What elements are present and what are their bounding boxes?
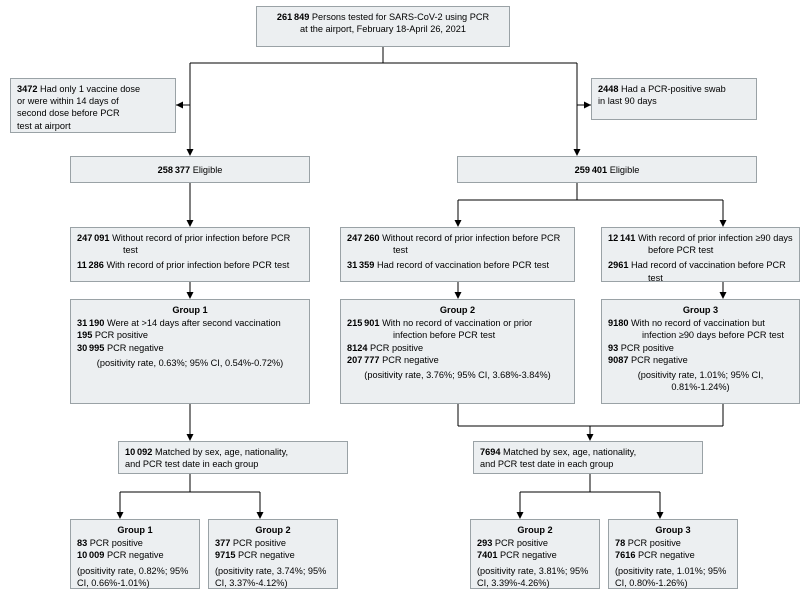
- group-3-note: (positivity rate, 1.01%; 95% CI, 0.81%-1.24%): [637, 370, 764, 393]
- group-1-title: Group 1: [172, 305, 208, 315]
- final-3-row-0-text: PCR positive: [494, 538, 549, 549]
- group-3-row-2-number: 9087: [608, 354, 629, 365]
- group-1-row-0-text: Were at >14 days after second vaccination: [106, 318, 281, 329]
- box-final-1: [70, 519, 200, 589]
- box-group-3: [601, 299, 800, 404]
- final-1-row-0-text: PCR positive: [89, 538, 143, 549]
- group-1-row-1-text: PCR positive: [94, 330, 149, 341]
- eligible-left-label: Eligible: [192, 165, 223, 175]
- final-2-row-1-number: 9715: [215, 550, 236, 561]
- records-1-row-1-number: 11 286: [77, 260, 104, 271]
- final-3-note: (positivity rate, 3.81%; 95% CI, 3.39%-4.26%): [477, 565, 589, 588]
- final-3-row-0-number: 293: [477, 538, 493, 549]
- exclusion-right-line1: Had a PCR-positive swab: [621, 84, 726, 94]
- box-matched-left: [118, 441, 348, 474]
- box-eligible-left: [70, 156, 310, 183]
- total-tested-number: 261 849: [276, 12, 310, 22]
- group-2-row-1-number: 8124: [347, 342, 368, 353]
- exclusion-left-line2: or were within 14 days of: [17, 96, 119, 107]
- box-final-4: [608, 519, 738, 589]
- records-1-row-1-text: With record of prior infection before PCR test: [106, 260, 290, 271]
- final-4-row-0-number: 78: [615, 538, 626, 549]
- final-1-title: Group 1: [117, 525, 153, 535]
- group-1-row-2-number: 30 995: [77, 342, 105, 353]
- box-eligible-right: [457, 156, 757, 183]
- exclusion-left-number: 3472: [17, 84, 38, 94]
- matched-left-line1: Matched by sex, age, nationality,: [154, 447, 289, 457]
- final-3-title: Group 2: [517, 525, 553, 535]
- matched-right-line1: Matched by sex, age, nationality,: [503, 447, 637, 457]
- final-4-title: Group 3: [655, 525, 691, 535]
- box-matched-right: [473, 441, 703, 474]
- final-2-note: (positivity rate, 3.74%; 95% CI, 3.37%-4.12%): [215, 565, 327, 588]
- box-records-3: [601, 227, 800, 282]
- final-2-title: Group 2: [255, 525, 291, 535]
- final-2-row-0-number: 377: [215, 538, 231, 549]
- final-4-row-1-text: PCR negative: [638, 550, 695, 561]
- eligible-right-label: Eligible: [609, 165, 640, 175]
- final-3-row-1-text: PCR negative: [500, 550, 557, 561]
- box-records-2: [340, 227, 575, 282]
- group-3-row-2-text: PCR negative: [631, 354, 688, 365]
- exclusion-right-line2: in last 90 days: [598, 96, 657, 107]
- eligible-left-number: 258 377: [157, 165, 191, 175]
- group-2-row-2-text: PCR negative: [382, 354, 439, 365]
- exclusion-right-number: 2448: [598, 84, 619, 94]
- final-1-note: (positivity rate, 0.82%; 95% CI, 0.66%-1.01%): [77, 565, 189, 588]
- group-1-note: (positivity rate, 0.63%; 95% CI, 0.54%-0.72%): [96, 357, 284, 368]
- group-1-row-0-number: 31 190: [77, 318, 105, 329]
- matched-right-number: 7694: [480, 447, 501, 457]
- records-3-row-0-number: 12 141: [608, 233, 636, 243]
- records-2-row-1-text: Had record of vaccination before PCR test: [376, 260, 550, 271]
- records-3-row-1-text: Had record of vaccination before PCR test: [631, 260, 786, 283]
- group-3-row-0-text: With no record of vaccination but infection ≥90 days before PCR test: [631, 318, 784, 341]
- final-2-row-1-text: PCR negative: [238, 550, 295, 561]
- group-3-row-0-number: 9180: [608, 318, 629, 329]
- box-group-2: [340, 299, 575, 404]
- total-tested-line1: Persons tested for SARS-CoV-2 using PCR: [311, 12, 490, 22]
- group-3-row-1-number: 93: [608, 342, 619, 353]
- final-4-row-0-text: PCR positive: [627, 538, 681, 549]
- final-1-row-0-number: 83: [77, 538, 88, 549]
- records-2-row-0-number: 247 260: [347, 233, 380, 243]
- final-2-row-0-text: PCR positive: [232, 538, 287, 549]
- records-2-row-1-number: 31 359: [347, 260, 375, 271]
- records-1-row-0-text: Without record of prior infection before PCR test: [112, 233, 291, 256]
- group-3-row-1-text: PCR positive: [620, 342, 674, 353]
- final-1-row-1-number: 10 009: [77, 550, 105, 561]
- matched-left-line2: and PCR test date in each group: [125, 459, 259, 470]
- group-2-title: Group 2: [439, 305, 476, 315]
- box-records-1: [70, 227, 310, 282]
- final-3-row-1-number: 7401: [477, 550, 498, 561]
- records-3-row-1-number: 2961: [608, 260, 629, 271]
- box-final-2: [208, 519, 338, 589]
- group-1-row-1-number: 195: [77, 330, 93, 341]
- matched-right-line2: and PCR test date in each group: [480, 459, 614, 470]
- total-tested-line2: at the airport, February 18-April 26, 2021: [300, 24, 466, 35]
- group-2-row-0-number: 215 901: [347, 318, 380, 329]
- matched-left-number: 10 092: [125, 447, 153, 457]
- exclusion-left-line4: test at airport: [17, 120, 71, 131]
- box-exclusion-right: [591, 78, 757, 120]
- group-2-row-2-number: 207 777: [347, 354, 380, 365]
- final-1-row-1-text: PCR negative: [106, 550, 164, 561]
- group-2-row-1-text: PCR positive: [370, 342, 424, 353]
- group-2-note: (positivity rate, 3.76%; 95% CI, 3.68%-3.84%): [364, 370, 551, 381]
- eligible-right-number: 259 401: [574, 165, 608, 175]
- box-final-3: [470, 519, 600, 589]
- group-3-title: Group 3: [682, 305, 719, 315]
- records-2-row-0-text: Without record of prior infection before PCR test: [382, 233, 561, 256]
- final-4-note: (positivity rate, 1.01%; 95% CI, 0.80%-1.26%): [615, 565, 727, 588]
- box-exclusion-left: [10, 78, 176, 133]
- exclusion-left-line1: Had only 1 vaccine dose: [40, 84, 141, 94]
- box-group-1: [70, 299, 310, 404]
- group-2-row-0-text: With no record of vaccination or prior infection before PCR test: [382, 318, 533, 341]
- exclusion-left-line3: second dose before PCR: [17, 108, 120, 119]
- records-3-row-0-text: With record of prior infection ≥90 days before PCR test: [637, 233, 793, 256]
- final-4-row-1-number: 7616: [615, 550, 636, 561]
- group-1-row-2-text: PCR negative: [106, 342, 164, 353]
- box-total-tested: [256, 6, 510, 47]
- records-1-row-0-number: 247 091: [77, 233, 110, 243]
